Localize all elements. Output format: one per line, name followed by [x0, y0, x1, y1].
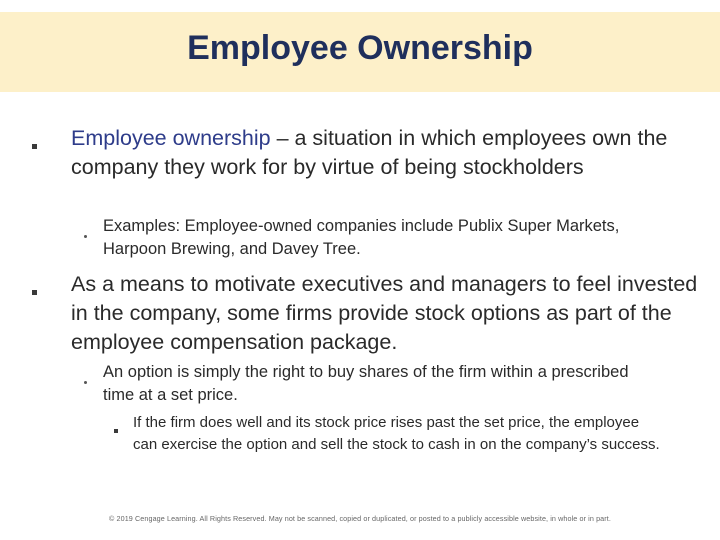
bullet-text — [71, 124, 697, 182]
sub-bullet-text: Examples: Employee-owned companies include Publix Super Markets, Harpoon Brewing, and Davey Tree. — [103, 217, 620, 258]
copyright-footer: © 2019 Cengage Learning. All Rights Reserved. May not be scanned, copied or duplicated, or posted to a publicly accessible website, in whole or in part. — [109, 514, 611, 523]
dot-bullet-icon — [84, 361, 103, 407]
definition-text: – a situation in which employees own the company they work for by virtue of being stockholders — [71, 126, 668, 179]
slide-title: Employee Ownership — [187, 28, 533, 67]
bullet-text: As a means to motivate executives and managers to feel invested in the company, some firms provide stock options as part of the employee compensation package. — [71, 272, 698, 354]
square-bullet-icon — [32, 270, 71, 357]
square-bullet-icon — [32, 124, 71, 182]
bullet-employee-ownership — [32, 124, 697, 182]
title-band — [0, 12, 720, 92]
bullet-stock-options — [32, 270, 710, 357]
square-bullet-icon — [114, 412, 133, 456]
sub-sub-bullet-text: If the firm does well and its stock price rises past the set price, the employee can exercise the option and sell the stock to cash in on the company’s success. — [133, 414, 660, 453]
sub-bullet-option-definition — [84, 361, 664, 407]
sub-bullet-examples — [84, 215, 684, 261]
sub-sub-bullet-exercise-option — [114, 412, 674, 456]
definition-term: Employee ownership — [71, 126, 271, 150]
sub-bullet-text: An option is simply the right to buy shares of the firm within a prescribed time at a set price. — [103, 363, 629, 404]
dot-bullet-icon — [84, 215, 103, 261]
